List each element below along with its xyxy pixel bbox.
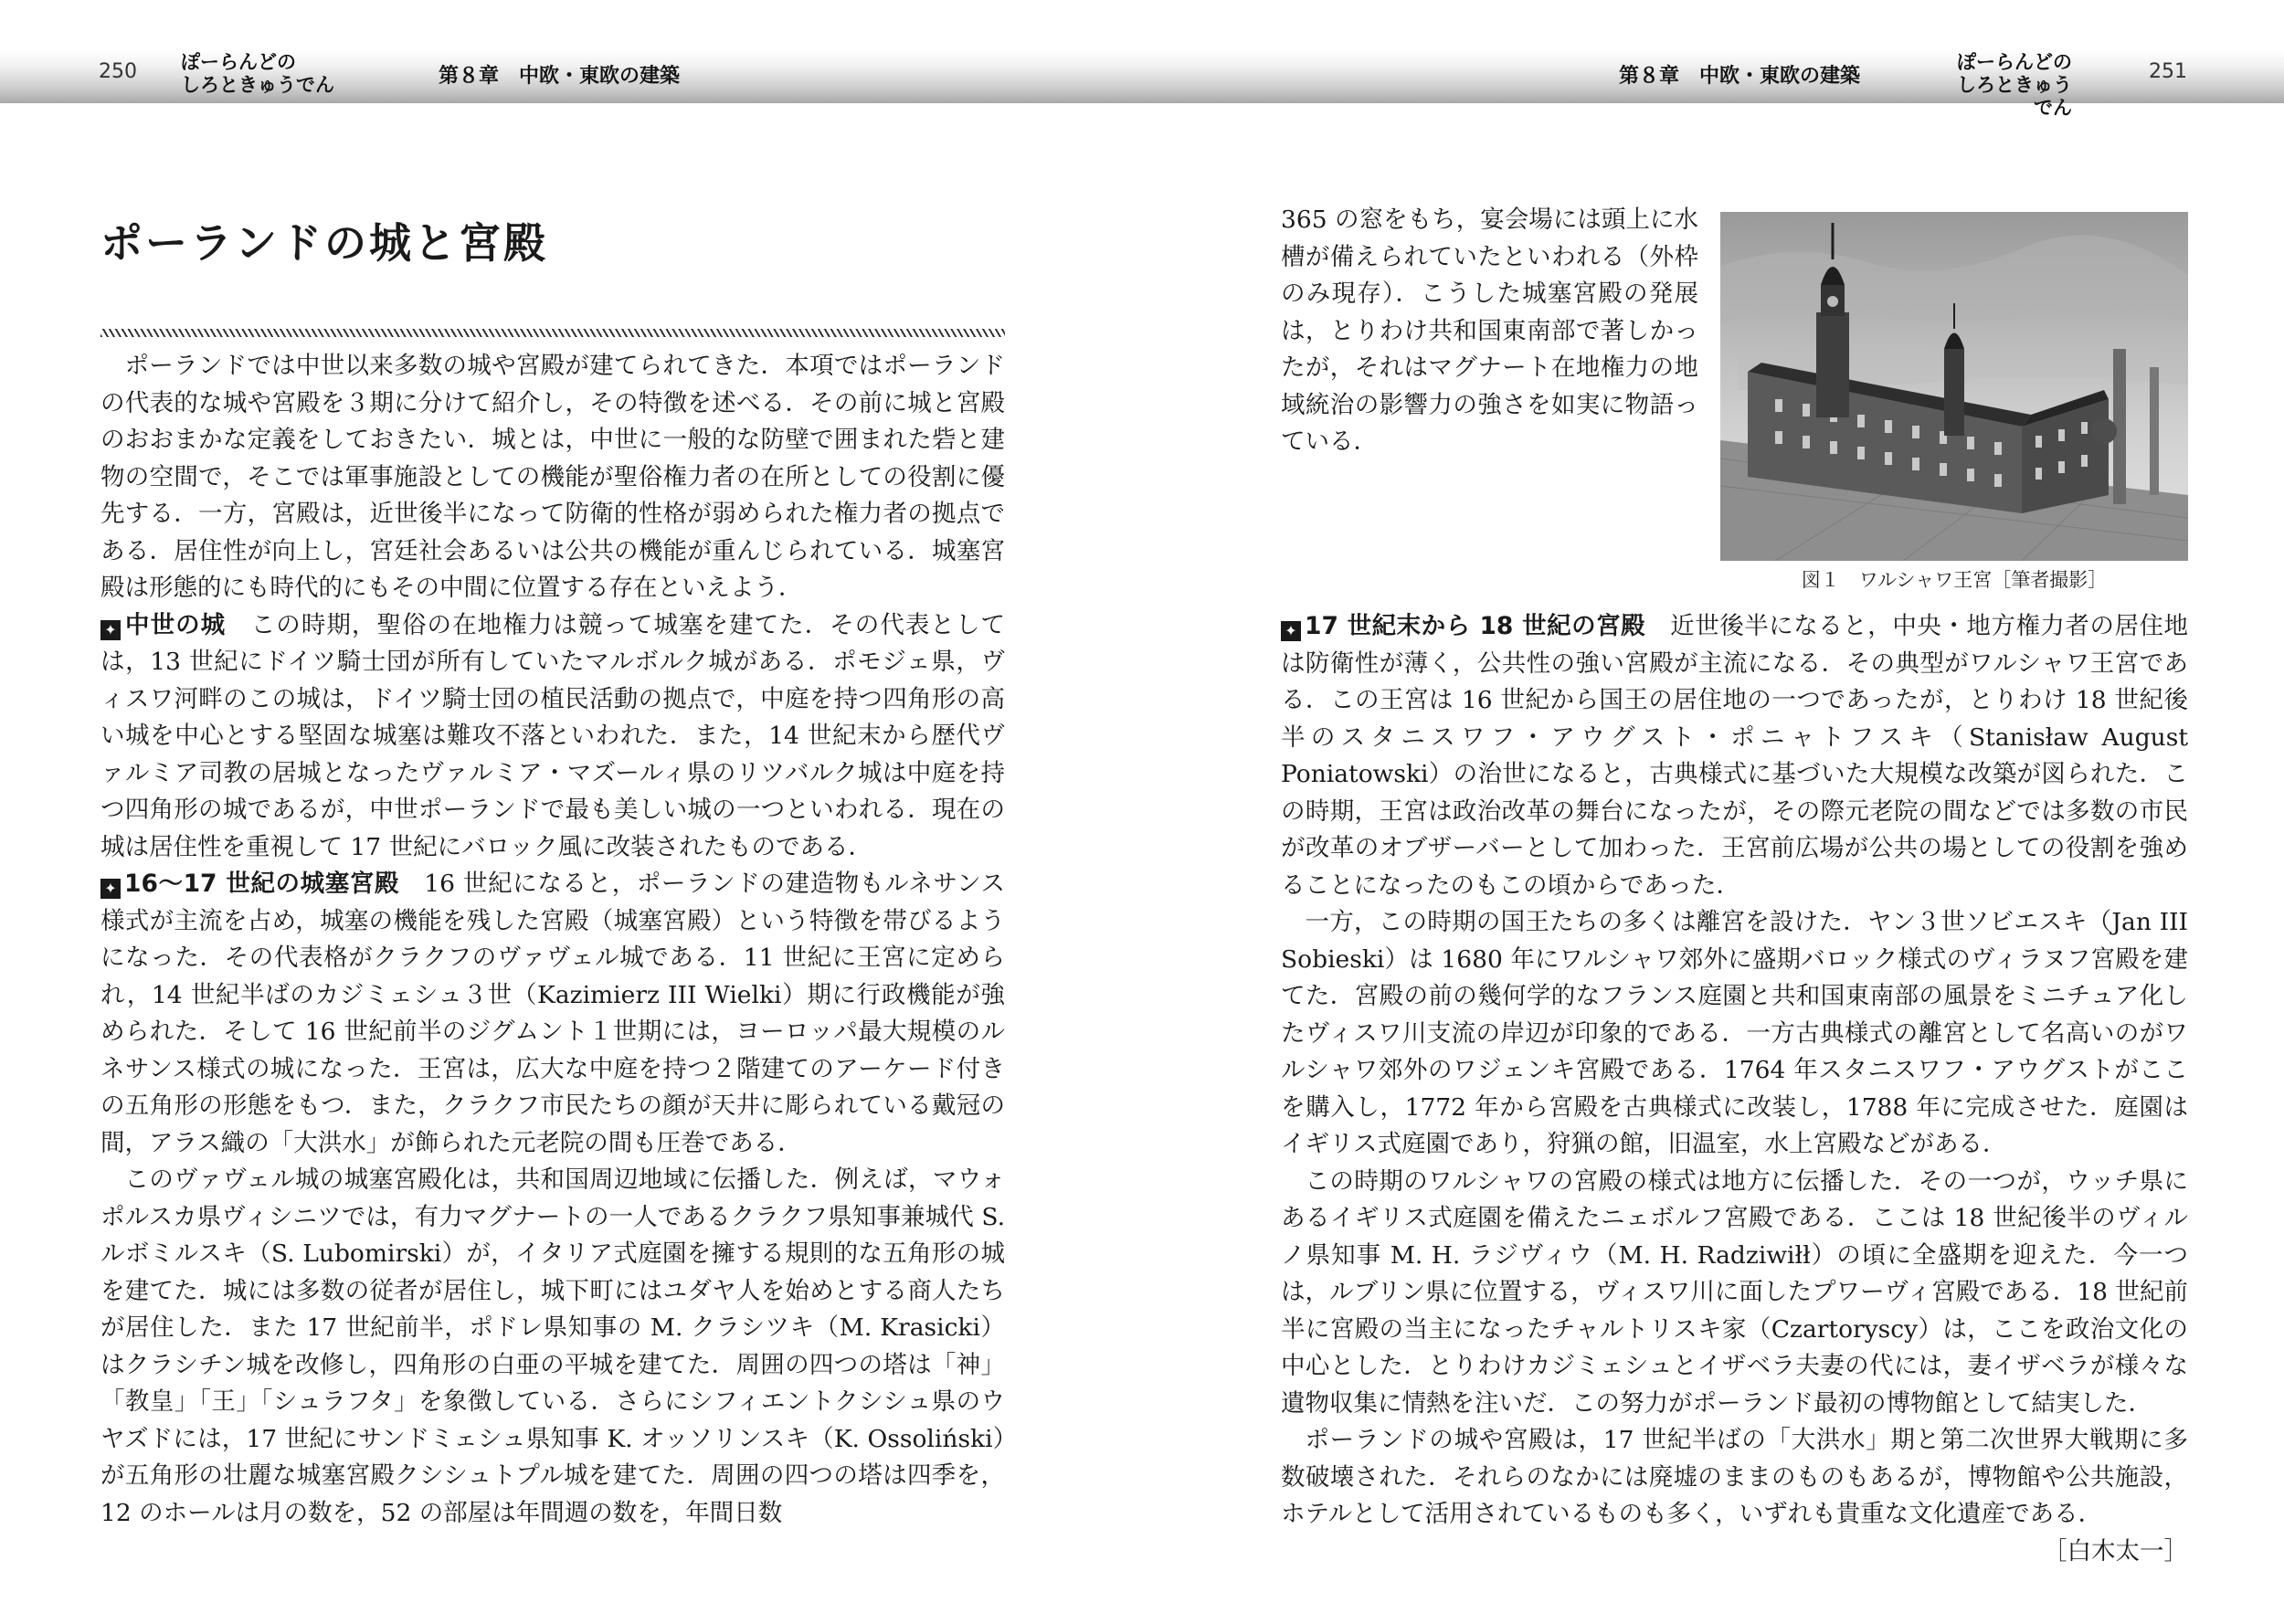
section-marker-icon: ✦ — [1281, 621, 1301, 641]
section-heading-fortress-palace: ✦ 16〜17 世紀の城塞宮殿 — [100, 870, 399, 898]
paragraph-wawel-spread: このヴァヴェル城の城塞宮殿化は，共和国周辺地域に伝播した．例えば，マウォポルスカ県ヴィシニツでは，有力マグナートの一人であるクラクフ県知事兼城代 S. ルボミルスキ（S. Lubomirski）が，イタリア式庭園を擁する規則的な五角形の城を建てた．城には多数の従者が居住し，城下町にはユダヤ人を始めとする商人たちが居住した．また 17 世紀前半，ポドレ県知事の M. クラシツキ（M. Krasicki）はクラシチン城を改修し，四角形の白亜の平城を建てた．周囲の四つの塔は「神」「教皇」「王」「シュラフタ」を象徴している．さらにシフィエントクシシュ県のウヤズドには，17 世紀にサンドミェシュ県知事 K. オッソリンスキ（K. Ossoliński）が五角形の壮麗な城塞宮殿クシシュトプル城を建てた．周囲の四つの塔は四季を，12 のホールは月の数を，52 の部屋は年間週の数を，年間日数 — [100, 1165, 1005, 1527]
right-text-column — [1281, 202, 2188, 1570]
section-marker-icon: ✦ — [100, 879, 121, 899]
figure-warsaw-royal-castle — [1720, 212, 2188, 594]
left-series-title — [181, 51, 334, 97]
section-fortress-palace-text: 16 世紀になると，ポーランドの建造物もルネサンス様式が主流を占め，城塞の機能を残した宮殿（城塞宮殿）という特徴を帯びるようになった．その代表格がクラクフのヴァヴェル城である．11 世紀に王宮に定められ，14 世紀半ばのカジミェシュ３世（Kazimierz III Wielki）期に行政機能が強められた．そして 16 世紀前半のジグムント１世期には，ヨーロッパ最大規模のルネサンス様式の城になった．王宮は，広大な中庭を持つ２階建てのアーケード付きの五角形の形態をもつ．また，クラクフ市民たちの顔が天井に彫られている戴冠の間，アラス織の「大洪水」が飾られた元老院の間も圧巻である． — [100, 870, 1006, 1157]
right-chapter-title: 第８章 中欧・東欧の建築 — [1619, 65, 1861, 88]
section-medieval-text: この時期，聖俗の在地権力は競って城塞を建てた．その代表としては，13 世紀にドイツ騎士団が所有していたマルボルク城がある．ポモジェ県，ヴィスワ河畔のこの城は，ドイツ騎士団の植民活動の拠点で，中庭を持つ四角形の高い城を中心とする堅固な城塞は難攻不落といわれた．また，14 世紀末から歴代ヴァルミア司教の居城となったヴァルミア・マズールィ県のリツバルク城は中庭を持つ四角形の城であるが，中世ポーランドで最も美しい城の一つといわれる．現在の城は居住性を重視して 17 世紀にバロック風に改装されたものである． — [100, 610, 1006, 861]
paragraph-provincial-palaces: この時期のワルシャワの宮殿の様式は地方に伝播した．その一つが，ウッチ県にあるイギリス式庭園を備えたニェボルフ宮殿である．ここは 18 世紀後半のヴィルノ県知事 M. H. ラジヴィウ（M. H. Radziwiłł）の頃に全盛期を迎えた．今一つは，ルブリン県に位置する，ヴィスワ川に面したプワーヴィ宮殿である．18 世紀前半に宮殿の当主になったチャルトリスキ家（Czartoryscy）は，ここを政治文化の中心とした．とりわけカジミェシュとイザベラ夫妻の代には，妻イザベラが様々な遺物収集に情熱を注いだ．この努力がポーランド最初の博物館として結実した． — [1281, 1166, 2188, 1418]
section-heading-late-palaces: ✦ 17 世紀末から 18 世紀の宮殿 — [1281, 612, 1645, 640]
left-page-number: 250 — [99, 60, 137, 83]
paragraph-summer-palaces: 一方，この時期の国王たちの多くは離宮を設けた．ヤン３世ソビエスキ（Jan III Sobieski）は 1680 年にワルシャワ郊外に盛期バロック様式のヴィラヌフ宮殿を建てた．宮殿の前の幾何学的なフランス庭園と共和国東南部の風景をミニチュア化したヴィスワ川支流の岸辺が印象的である．一方古典様式の離宮として名高いのがワルシャワ郊外のワジェンキ宮殿である．1764 年スタニスワフ・アウグストがここを購入し，1772 年から宮殿を古典様式に改装し，1788 年に完成させた．庭園はイギリス式庭園であり，狩猟の館，旧温室，水上宮殿などがある． — [1281, 908, 2188, 1158]
title-hatch-rule — [100, 329, 1005, 337]
series-line-2: しろときゅうでん — [1957, 74, 2072, 119]
section-heading-medieval: ✦ 中世の城 — [100, 611, 226, 639]
warsaw-royal-castle-photo — [1720, 212, 2188, 561]
paragraph-conclusion: ポーランドの城や宮殿は，17 世紀半ばの「大洪水」期と第二次世界大戦期に多数破壊された．それらのなかには廃墟のままのものもあるが，博物館や公共施設，ホテルとして活用されているものも多く，いずれも貴重な文化遺産である． — [1281, 1426, 2188, 1528]
left-text-column — [100, 348, 1005, 1532]
intro-paragraph: ポーランドでは中世以来多数の城や宮殿が建てられてきた．本項ではポーランドの代表的な城や宮殿を３期に分けて紹介し，その特徴を述べる．その前に城と宮殿のおおまかな定義をしておきたい．城とは，中世に一般的な防壁で囲まれた砦と建物の空間で，そこでは軍事施設としての機能が聖俗権力者の在所としての役割に優先する．一方，宮殿は，近世後半になって防衛的性格が弱められた権力者の拠点である．居住性が向上し，宮廷社会あるいは公共の機能が重んじられている．城塞宮殿は形態的にも時代的にもその中間に位置する存在といえよう． — [100, 352, 1005, 602]
figure-caption: 図１ ワルシャワ王宮［筆者撮影］ — [1801, 569, 2108, 591]
series-line-2: しろときゅうでん — [181, 74, 334, 96]
left-chapter-title: 第８章 中欧・東欧の建築 — [439, 65, 681, 88]
section-fortress-palace — [100, 866, 1005, 1162]
series-line-1: ぽーらんどの — [181, 51, 296, 73]
article-title: ポーランドの城と宮殿 — [100, 218, 548, 268]
section-late-palaces-text: 近世後半になると，中央・地方権力者の居住地は防衛性が薄く，公共性の強い宮殿が主流になる．その典型がワルシャワ王宮である．この王宮は 16 世紀から国王の居住地の一つであったが，とりわけ 18 世紀後半のスタニスワフ・アウグスト・ポニャトフスキ（Stanisław August Poniatowski）の治世になると，古典様式に基づいた大規模な改築が図られた．この時期，王宮は政治改革の舞台になったが，その際元老院の間などでは多数の市民が改革のオブザーバーとして加わった．王宮前広場が公共の場としての役割を強めることになったのもこの頃からであった． — [1281, 612, 2189, 900]
continuation-text: 365 の窓をもち，宴会場には頭上に水槽が備えられていたといわれる（外枠のみ現存）．こうした城塞宮殿の発展は，とりわけ共和国東南部で著しかったが，それはマグナート在地権力の地域統治の影響力の強さを如実に物語っている． — [1281, 206, 1698, 456]
author-credit: ［白木太一］ — [2043, 1536, 2188, 1566]
right-series-title — [1953, 51, 2072, 120]
section-late-palaces — [1281, 608, 2188, 904]
series-line-1: ぽーらんどの — [1957, 51, 2072, 73]
section-marker-icon: ✦ — [100, 620, 121, 640]
right-page-number: 251 — [2149, 60, 2187, 83]
section-medieval — [100, 607, 1005, 867]
